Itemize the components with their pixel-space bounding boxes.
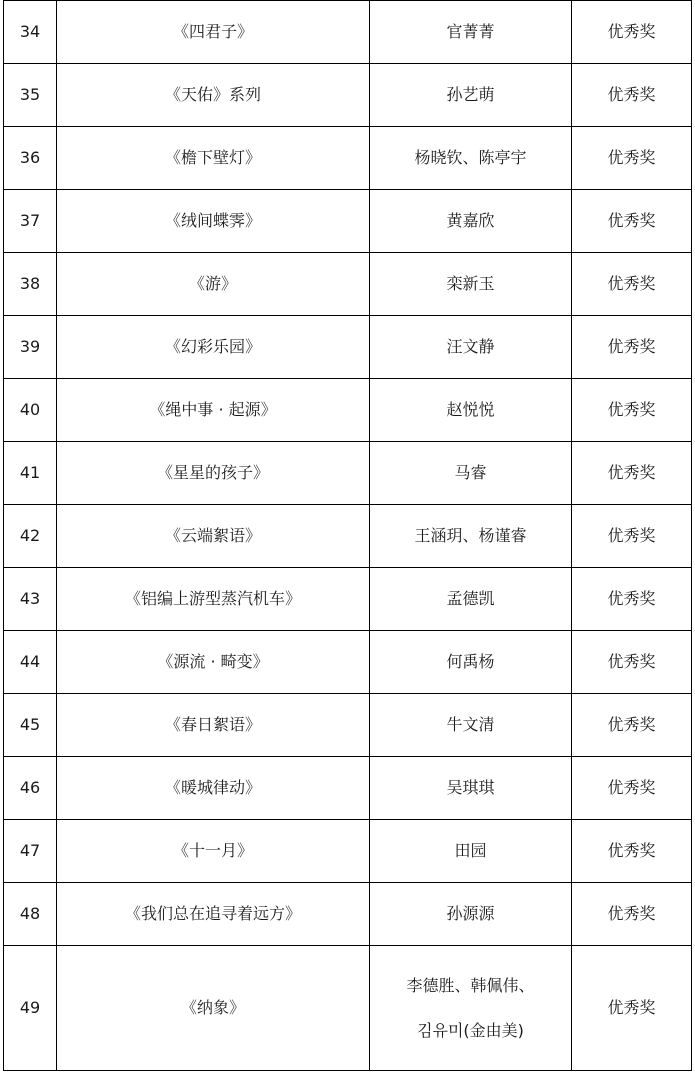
work-title: 《绳中事 · 起源》 (57, 379, 370, 442)
author-names (370, 253, 572, 316)
author-names (370, 757, 572, 820)
author-line: 吴琪琪 (446, 778, 495, 798)
award-level: 优秀奖 (572, 64, 692, 127)
entry-number: 44 (4, 631, 57, 694)
award-level: 优秀奖 (572, 316, 692, 379)
author-line: 马睿 (454, 463, 487, 483)
author-line: 牛文清 (446, 715, 495, 735)
table-row (4, 820, 692, 883)
entry-number: 45 (4, 694, 57, 757)
table-row (4, 568, 692, 631)
work-title: 《我们总在追寻着远方》 (57, 883, 370, 946)
entry-number: 43 (4, 568, 57, 631)
award-level: 优秀奖 (572, 883, 692, 946)
author-line: 杨晓钦、陈亭宇 (414, 148, 527, 168)
table-row (4, 946, 692, 1071)
work-title: 《绒间蝶霁》 (57, 190, 370, 253)
work-title: 《游》 (57, 253, 370, 316)
entry-number: 34 (4, 1, 57, 64)
work-title: 《纳象》 (57, 946, 370, 1071)
awards-table (3, 0, 692, 1071)
author-line: 栾新玉 (446, 274, 495, 294)
award-level: 优秀奖 (572, 253, 692, 316)
author-names (370, 694, 572, 757)
work-title: 《四君子》 (57, 1, 370, 64)
entry-number: 47 (4, 820, 57, 883)
entry-number: 36 (4, 127, 57, 190)
entry-number: 40 (4, 379, 57, 442)
work-title: 《春日絮语》 (57, 694, 370, 757)
entry-number: 48 (4, 883, 57, 946)
entry-number: 49 (4, 946, 57, 1071)
work-title: 《星星的孩子》 (57, 442, 370, 505)
table-row (4, 631, 692, 694)
award-level: 优秀奖 (572, 127, 692, 190)
table-row (4, 379, 692, 442)
author-line: 田园 (454, 841, 487, 861)
table-row (4, 883, 692, 946)
award-level: 优秀奖 (572, 379, 692, 442)
author-line: 汪文静 (446, 337, 495, 357)
author-names (370, 190, 572, 253)
author-names (370, 442, 572, 505)
author-line: 김유미(金由美) (417, 1021, 524, 1040)
table-row (4, 757, 692, 820)
author-names (370, 631, 572, 694)
author-names (370, 883, 572, 946)
award-level: 优秀奖 (572, 946, 692, 1071)
author-names (370, 127, 572, 190)
award-level: 优秀奖 (572, 1, 692, 64)
table-row (4, 1, 692, 64)
author-line: 孟德凯 (446, 589, 495, 609)
author-names (370, 379, 572, 442)
author-names (370, 820, 572, 883)
author-names (370, 64, 572, 127)
work-title: 《铝编上游型蒸汽机车》 (57, 568, 370, 631)
table-row (4, 253, 692, 316)
work-title: 《幻彩乐园》 (57, 316, 370, 379)
author-line: 赵悦悦 (446, 400, 495, 420)
author-names (370, 505, 572, 568)
table-row (4, 442, 692, 505)
entry-number: 46 (4, 757, 57, 820)
author-line: 官菁菁 (446, 22, 495, 42)
author-line: 李德胜、韩佩伟、 (406, 975, 535, 995)
table-row (4, 190, 692, 253)
award-level: 优秀奖 (572, 568, 692, 631)
award-level: 优秀奖 (572, 631, 692, 694)
entry-number: 35 (4, 64, 57, 127)
entry-number: 42 (4, 505, 57, 568)
author-names (370, 316, 572, 379)
work-title: 《天佑》系列 (57, 64, 370, 127)
author-names (370, 946, 572, 1071)
work-title: 《源流 · 畸变》 (57, 631, 370, 694)
entry-number: 38 (4, 253, 57, 316)
award-level: 优秀奖 (572, 442, 692, 505)
author-line: 王涵玥、杨谨睿 (414, 526, 527, 546)
award-level: 优秀奖 (572, 757, 692, 820)
entry-number: 41 (4, 442, 57, 505)
award-level: 优秀奖 (572, 820, 692, 883)
author-line: 孙源源 (446, 904, 495, 924)
table-row (4, 505, 692, 568)
author-line: 何禹杨 (446, 652, 495, 672)
award-level: 优秀奖 (572, 190, 692, 253)
award-level: 优秀奖 (572, 694, 692, 757)
work-title: 《十一月》 (57, 820, 370, 883)
author-names (370, 1, 572, 64)
work-title: 《檐下壁灯》 (57, 127, 370, 190)
table-row (4, 694, 692, 757)
awards-table-body (4, 1, 692, 1071)
award-level: 优秀奖 (572, 505, 692, 568)
author-names (370, 568, 572, 631)
author-line: 孙艺萌 (446, 85, 495, 105)
table-row (4, 127, 692, 190)
entry-number: 37 (4, 190, 57, 253)
work-title: 《云端絮语》 (57, 505, 370, 568)
work-title: 《暖城律动》 (57, 757, 370, 820)
table-row (4, 64, 692, 127)
entry-number: 39 (4, 316, 57, 379)
table-row (4, 316, 692, 379)
author-line: 黄嘉欣 (446, 211, 495, 231)
